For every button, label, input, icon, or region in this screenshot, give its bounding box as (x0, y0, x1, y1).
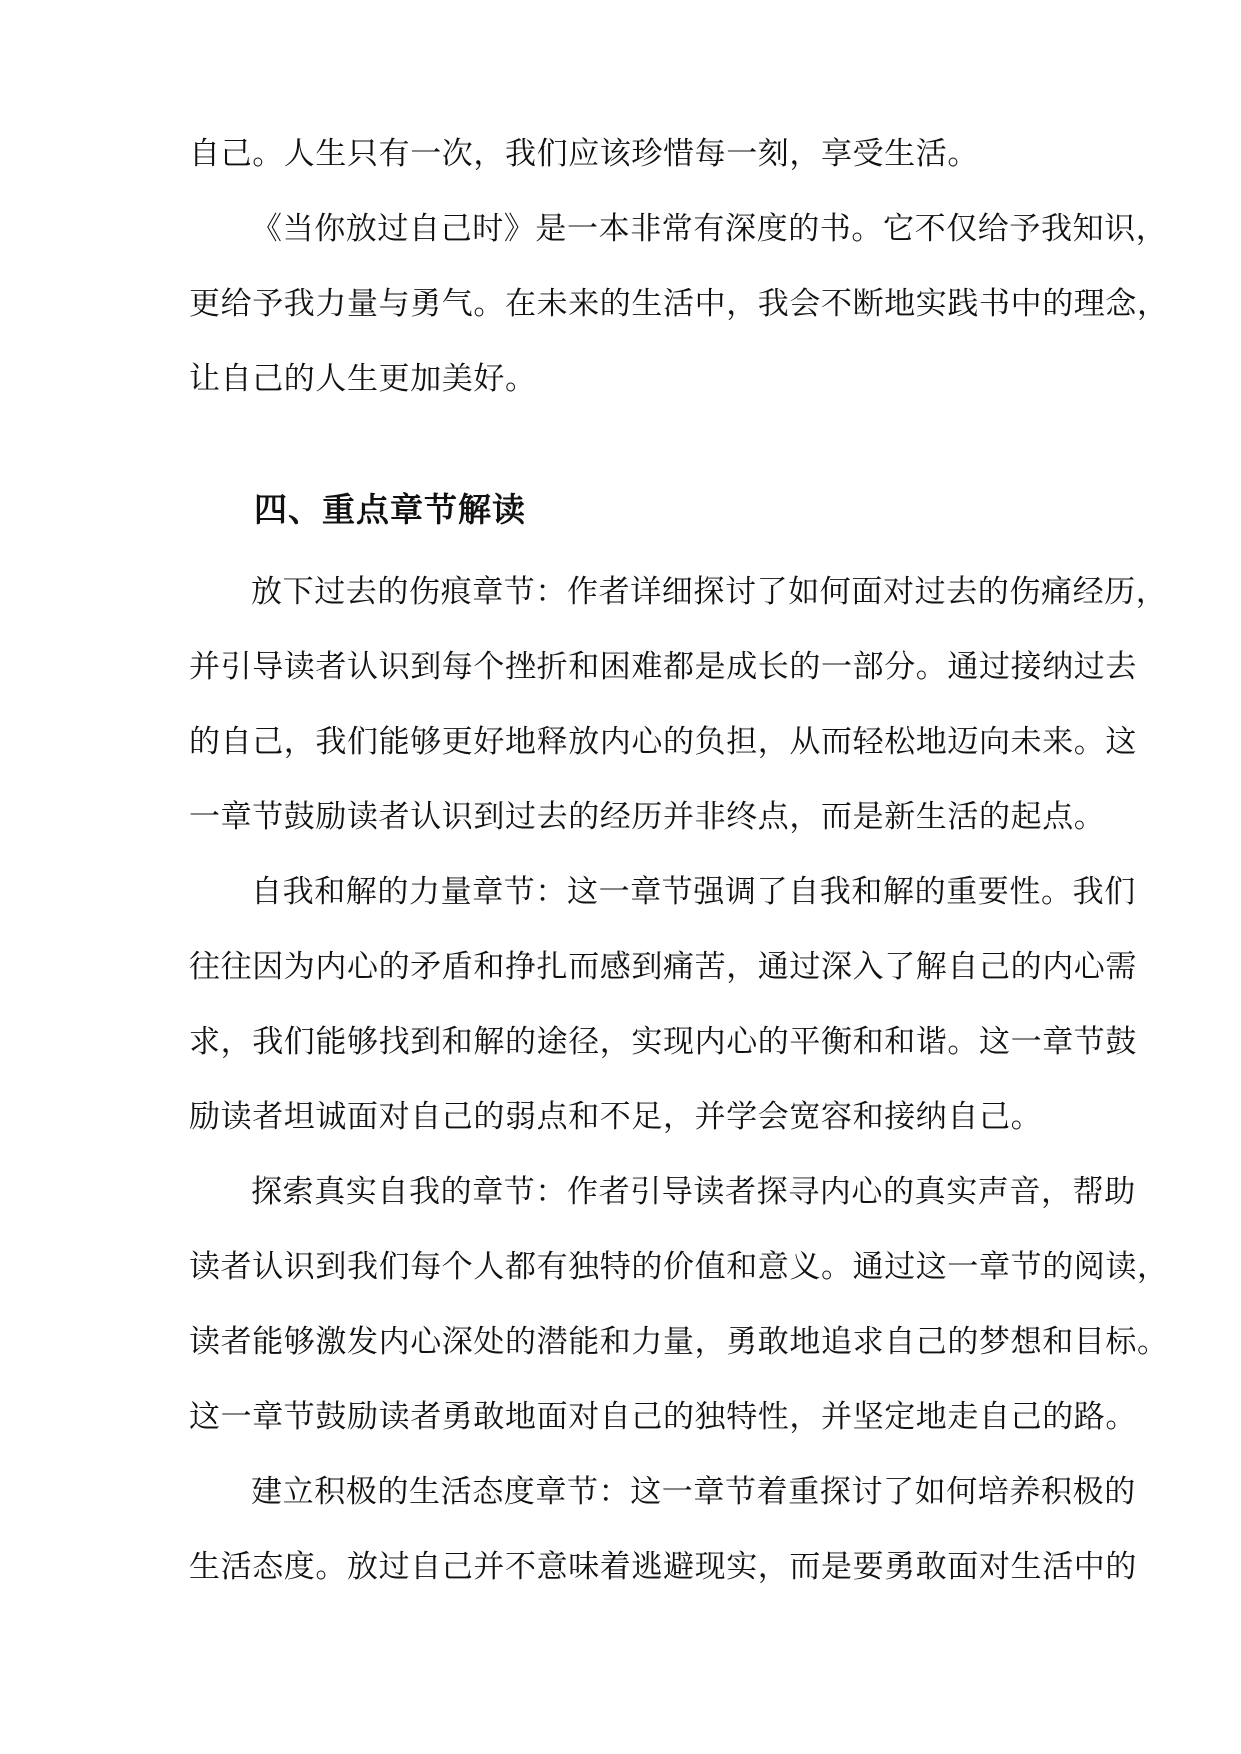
paragraph-line: 读者认识到我们每个人都有独特的价值和意义。通过这一章节的阅读， (189, 1249, 1169, 1285)
paragraph-line: 自己。人生只有一次，我们应该珍惜每一刻，享受生活。 (189, 136, 979, 172)
paragraph-line: 这一章节鼓励读者勇敢地面对自己的独特性，并坚定地走自己的路。 (189, 1399, 1137, 1435)
paragraph-line: 《当你放过自己时》是一本非常有深度的书。它不仅给予我知识， (251, 211, 1168, 247)
paragraph-line: 探索真实自我的章节：作者引导读者探寻内心的真实声音，帮助 (251, 1174, 1136, 1210)
paragraph-line: 生活态度。放过自己并不意味着逃避现实，而是要勇敢面对生活中的 (189, 1549, 1137, 1585)
paragraph-line: 求，我们能够找到和解的途径，实现内心的平衡和和谐。这一章节鼓 (189, 1024, 1137, 1060)
paragraph-line: 的自己，我们能够更好地释放内心的负担，从而轻松地迈向未来。这 (189, 724, 1137, 760)
paragraph-line: 更给予我力量与勇气。在未来的生活中，我会不断地实践书中的理念， (189, 286, 1169, 322)
paragraph-line: 并引导读者认识到每个挫折和困难都是成长的一部分。通过接纳过去 (189, 649, 1137, 685)
paragraph-line: 一章节鼓励读者认识到过去的经历并非终点，而是新生活的起点。 (189, 799, 1106, 835)
paragraph-line: 建立积极的生活态度章节：这一章节着重探讨了如何培养积极的 (251, 1474, 1136, 1510)
paragraph-line: 励读者坦诚面对自己的弱点和不足，并学会宽容和接纳自己。 (189, 1099, 1043, 1135)
paragraph-line: 自我和解的力量章节：这一章节强调了自我和解的重要性。我们 (251, 874, 1136, 910)
paragraph-line: 让自己的人生更加美好。 (189, 361, 537, 397)
paragraph-line: 放下过去的伤痕章节：作者详细探讨了如何面对过去的伤痛经历， (251, 574, 1168, 610)
paragraph-line: 往往因为内心的矛盾和挣扎而感到痛苦，通过深入了解自己的内心需 (189, 949, 1137, 985)
paragraph-line: 读者能够激发内心深处的潜能和力量，勇敢地追求自己的梦想和目标。 (189, 1324, 1169, 1360)
section-heading: 四、重点章节解读 (254, 490, 526, 529)
